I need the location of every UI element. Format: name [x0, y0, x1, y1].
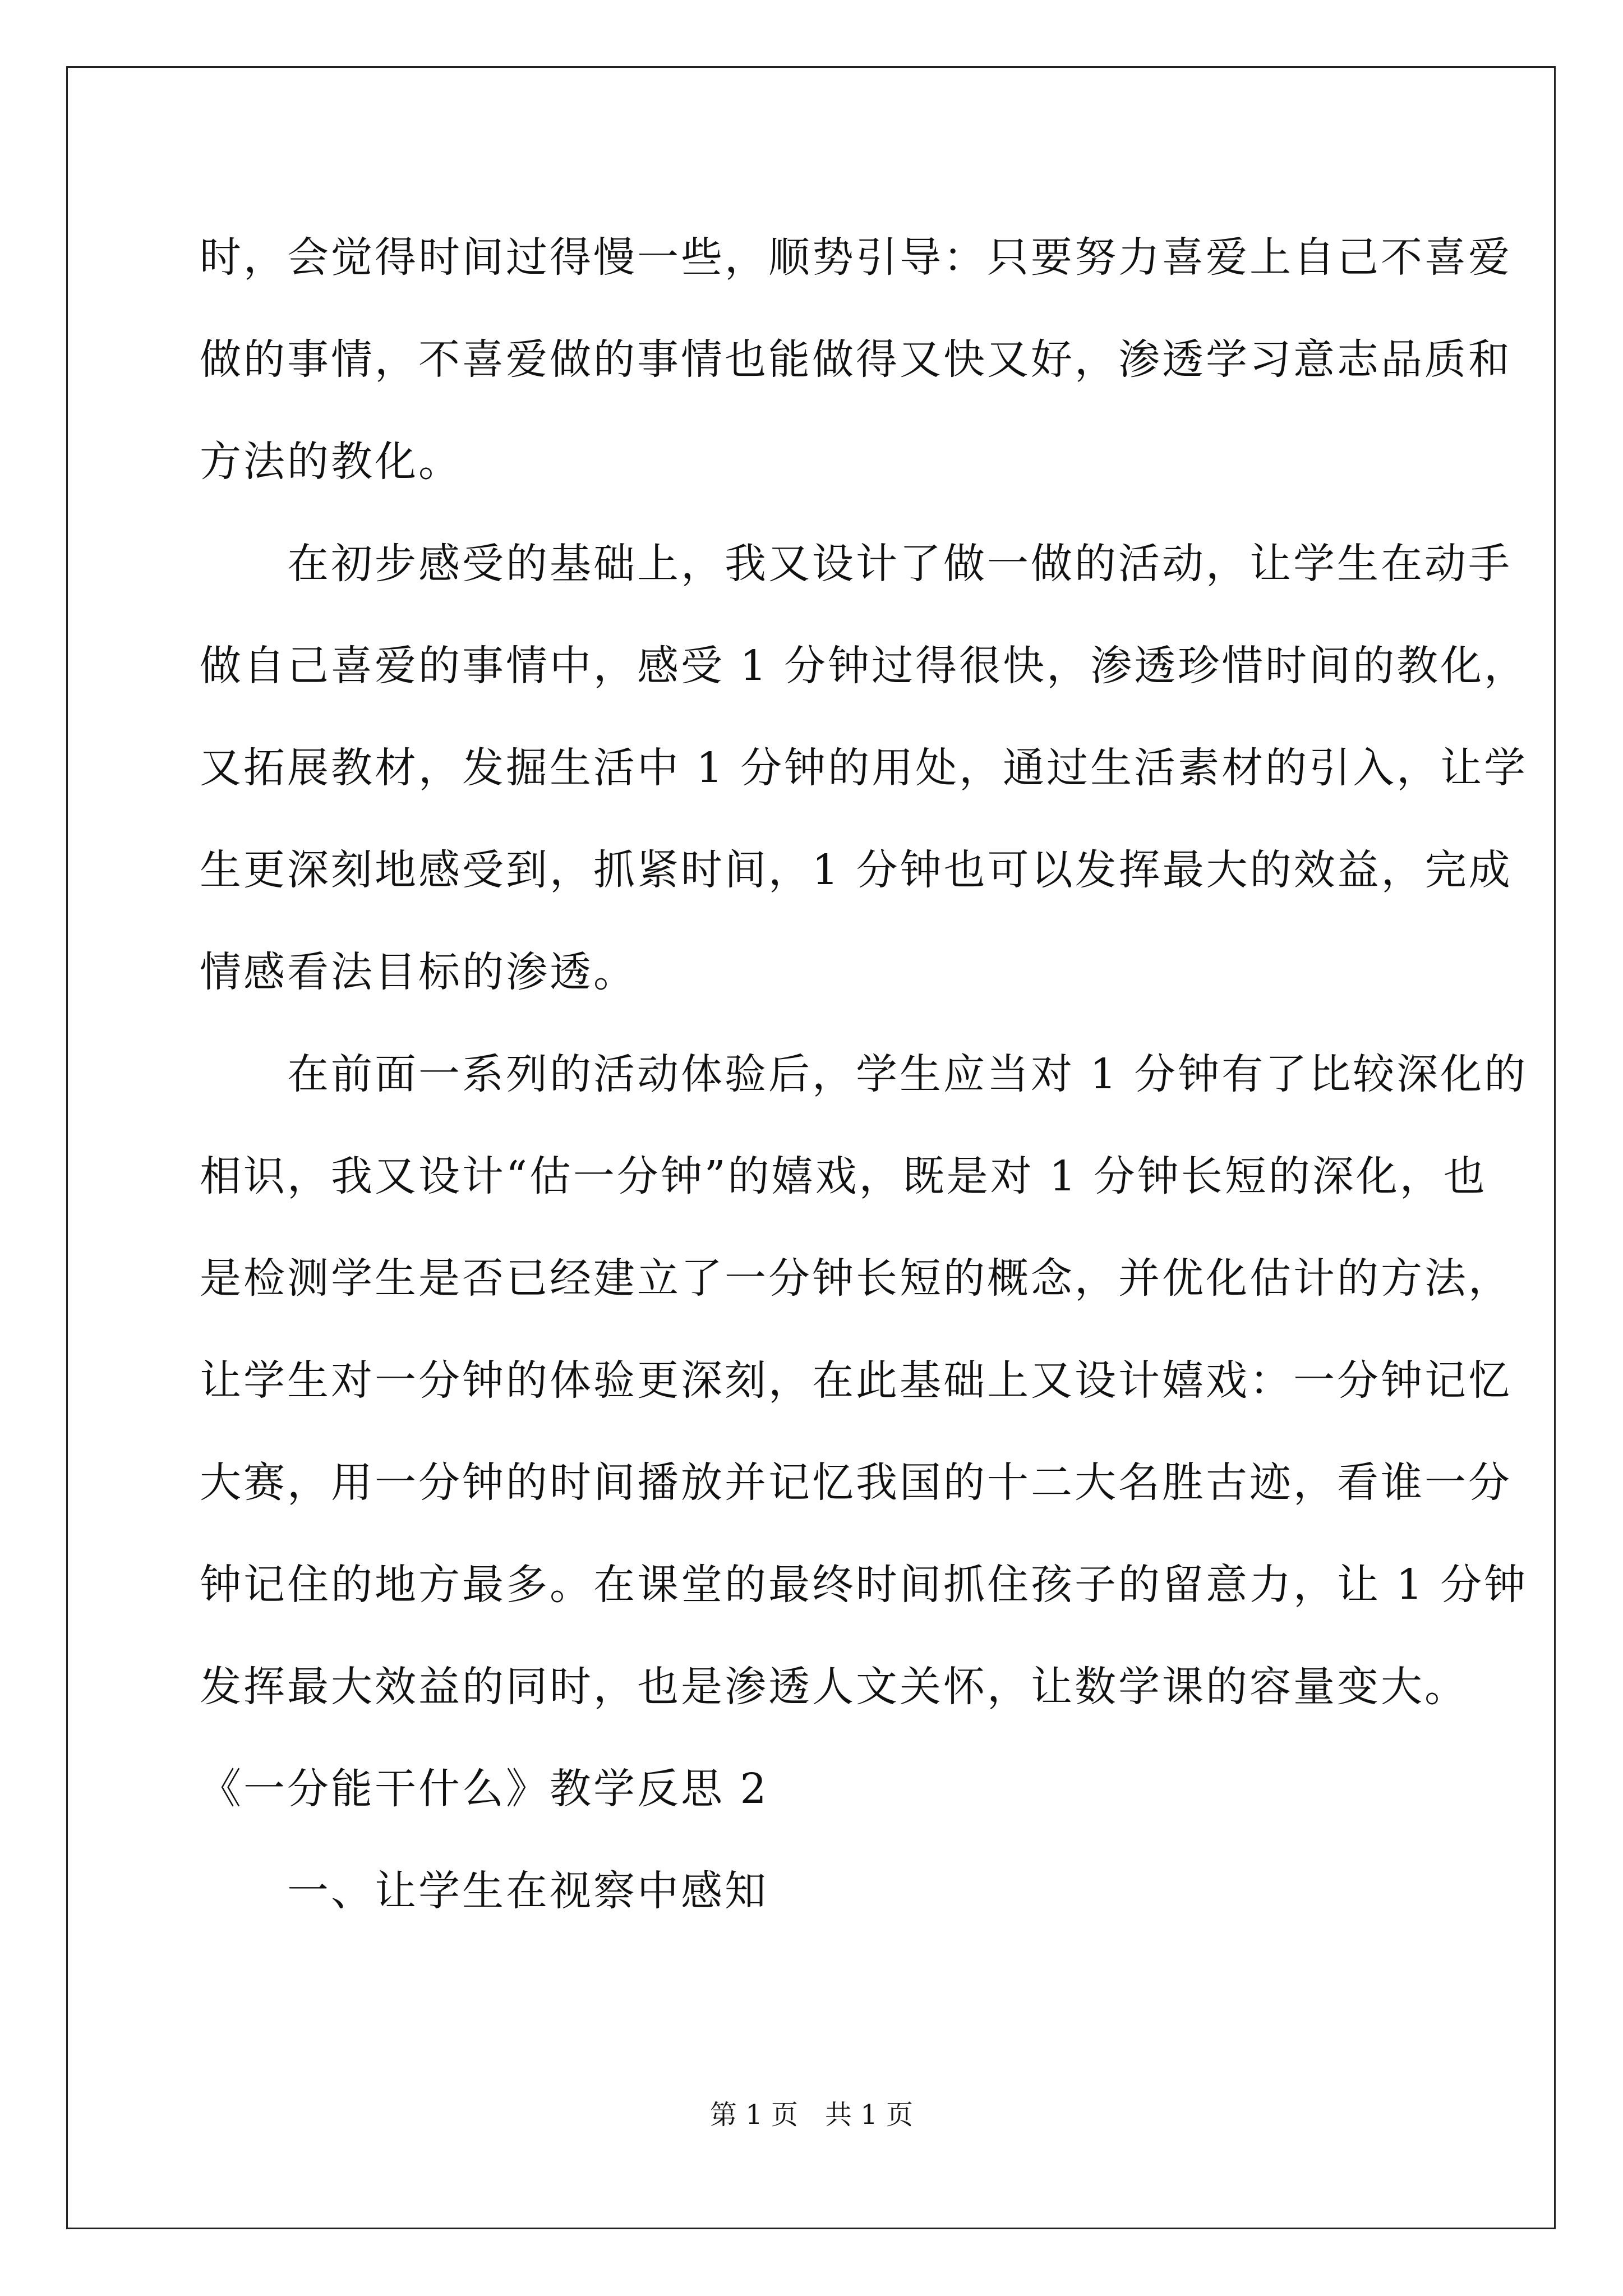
text-line: 做自己喜爱的事情中，感受 1 分钟过得很快，渗透珍惜时间的教化， — [200, 642, 1528, 690]
text-line: 方法的教化。 — [200, 438, 462, 486]
text-line: 在初步感受的基础上，我又设计了做一做的活动，让学生在动手 — [200, 540, 1512, 588]
text-line: 相识，我又设计“估一分钟”的嬉戏，既是对 1 分钟长短的深化，也 — [200, 1152, 1487, 1200]
text-line: 时，会觉得时间过得慢一些，顺势引导：只要努力喜爱上自己不喜爱 — [200, 233, 1512, 282]
text-line: 生更深刻地感受到，抓紧时间，1 分钟也可以发挥最大的效益，完成 — [200, 846, 1513, 894]
document-body — [200, 206, 1528, 1942]
text-line: 做的事情，不喜爱做的事情也能做得又快又好，渗透学习意志品质和 — [200, 335, 1512, 384]
text-line: 发挥最大效益的同时，也是渗透人文关怀，让数学课的容量变大。 — [200, 1663, 1468, 1711]
page-number: 第 1 页 共 1 页 — [709, 2099, 914, 2131]
text-line: 让学生对一分钟的体验更深刻，在此基础上又设计嬉戏：一分钟记忆 — [200, 1356, 1512, 1405]
subsection-heading: 一、让学生在视察中感知 — [200, 1867, 768, 1915]
text-line: 情感看法目标的渗透。 — [200, 948, 637, 996]
text-line: 在前面一系列的活动体验后，学生应当对 1 分钟有了比较深化的 — [200, 1050, 1528, 1098]
section-heading: 《一分能干什么》教学反思 2 — [200, 1765, 769, 1813]
text-line: 钟记住的地方最多。在课堂的最终时间抓住孩子的留意力，让 1 分钟 — [200, 1561, 1528, 1609]
text-line: 又拓展教材，发掘生活中 1 分钟的用处，通过生活素材的引入，让学 — [200, 744, 1528, 792]
text-line: 大赛，用一分钟的时间播放并记忆我国的十二大名胜古迹，看谁一分 — [200, 1458, 1512, 1507]
text-line: 是检测学生是否已经建立了一分钟长短的概念，并优化估计的方法， — [200, 1254, 1512, 1303]
